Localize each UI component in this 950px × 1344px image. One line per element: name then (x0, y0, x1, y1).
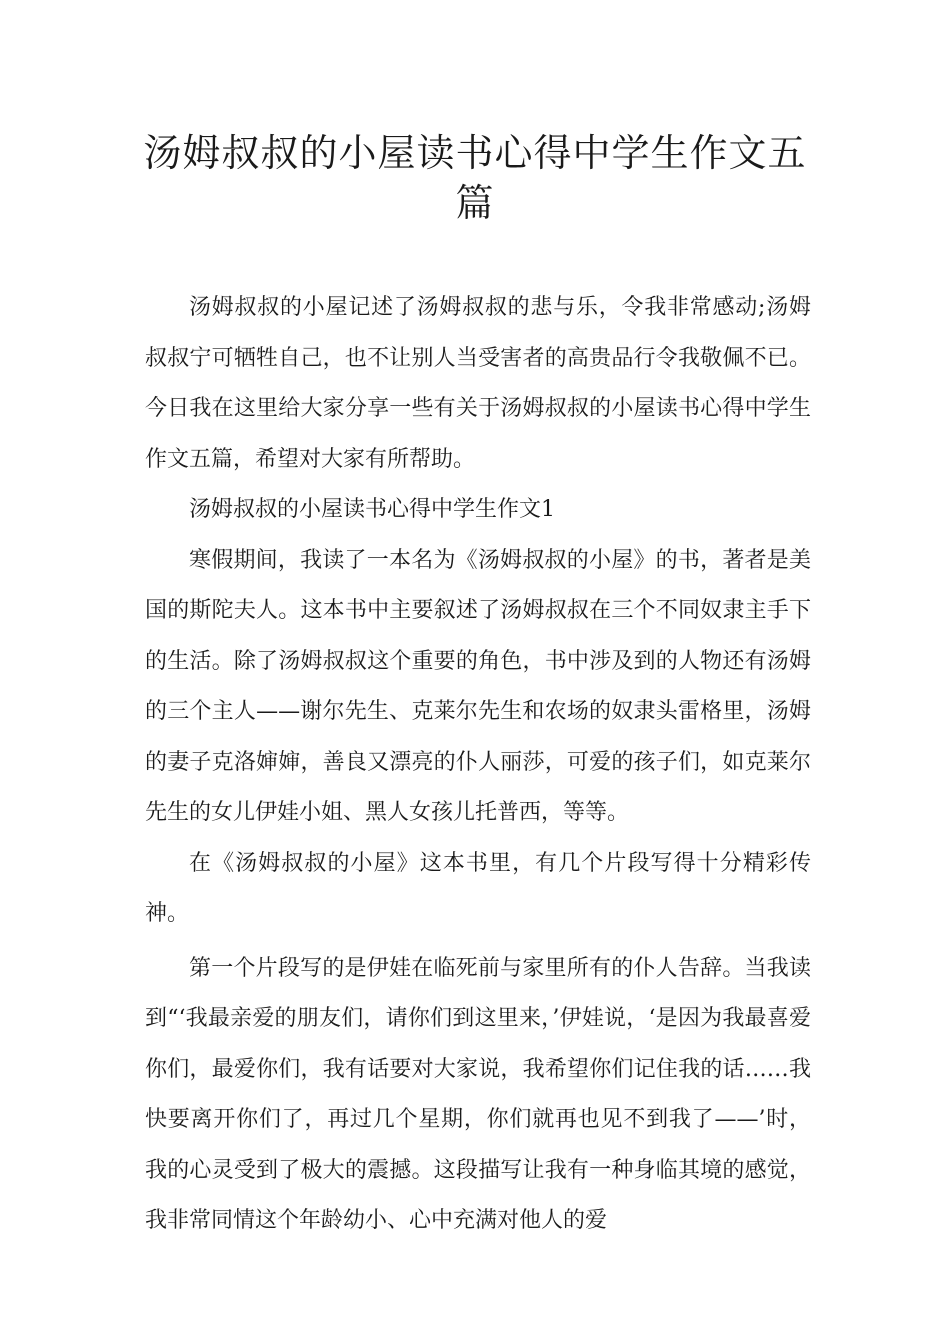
body-paragraph: 寒假期间，我读了一本名为《汤姆叔叔的小屋》的书，著者是美国的斯陀夫人。这本书中主要叙述了汤姆叔叔在三个不同奴隶主手下的生活。除了汤姆叔叔这个重要的角色，书中涉及到的人物还有汤姆的三个主人——谢尔先生、克莱尔先生和农场的奴隶头雷格里，汤姆的妻子克洛婶婶，善良又漂亮的仆人丽莎，可爱的孩子们，如克莱尔先生的女儿伊娃小姐、黑人女孩儿托普西，等等。 (145, 547, 811, 825)
body-paragraph: 第一个片段写的是伊娃在临死前与家里所有的仆人告辞。当我读到“‘我最亲爱的朋友们，请你们到这里来，’伊娃说，‘是因为我最喜爱你们，最爱你们，我有话要对大家说，我希望你们记住我的话……我快要离开你们了，再过几个星期，你们就再也见不到我了——’时，我的心灵受到了极大的震撼。这段描写让我有一种身临其境的感觉，我非常同情这个年龄幼小、心中充满对他人的爱 (145, 955, 811, 1233)
document-title: 汤姆叔叔的小屋读书心得中学生作文五篇 (143, 131, 807, 225)
intro-paragraph: 汤姆叔叔的小屋记述了汤姆叔叔的悲与乐，令我非常感动;汤姆叔叔宁可牺牲自己，也不让别人当受害者的高贵品行令我敬佩不已。今日我在这里给大家分享一些有关于汤姆叔叔的小屋读书心得中学生作文五篇，希望对大家有所帮助。 (145, 295, 811, 472)
essay-heading: 汤姆叔叔的小屋读书心得中学生作文1 (189, 497, 555, 522)
document-body (145, 283, 811, 1247)
body-paragraph: 在《汤姆叔叔的小屋》这本书里，有几个片段写得十分精彩传神。 (145, 850, 811, 926)
